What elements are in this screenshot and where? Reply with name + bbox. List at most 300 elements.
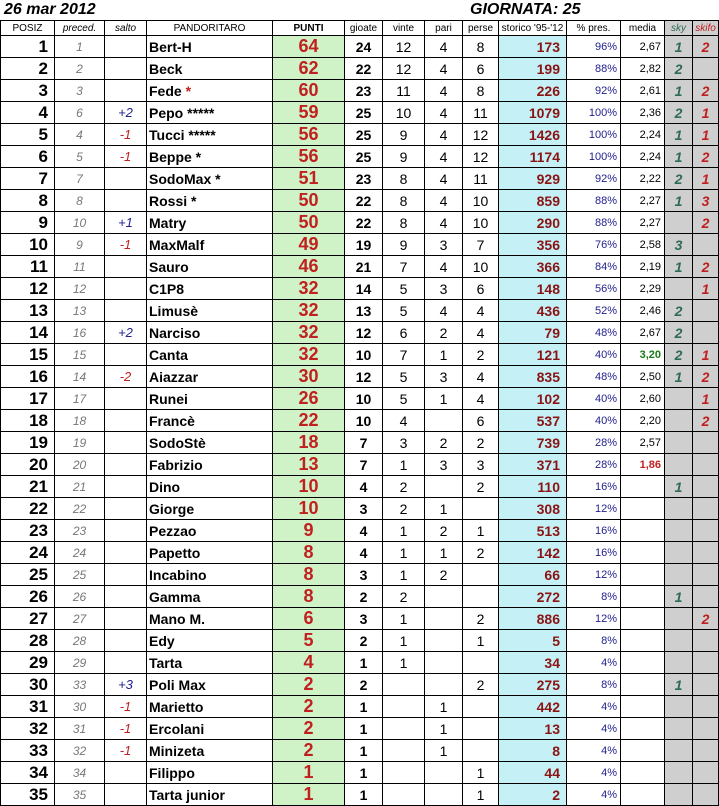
previous-position-cell: 25	[55, 564, 105, 586]
historic-points-cell: 148	[499, 278, 567, 300]
player-name: Minizeta	[149, 742, 205, 759]
sky-cell	[665, 212, 693, 234]
skifo-cell: 2	[693, 256, 719, 278]
lost-cell	[463, 652, 499, 674]
previous-position-cell: 14	[55, 366, 105, 388]
presence-percent-cell: 40%	[567, 388, 621, 410]
average-cell: 2,24	[621, 124, 665, 146]
played-cell: 13	[345, 300, 383, 322]
historic-points-cell: 44	[499, 762, 567, 784]
table-row	[1, 542, 719, 564]
won-cell: 1	[383, 542, 425, 564]
previous-position-cell: 5	[55, 146, 105, 168]
position-cell: 4	[1, 102, 55, 124]
position-cell: 35	[1, 784, 55, 806]
skifo-cell: 2	[693, 146, 719, 168]
lost-cell	[463, 696, 499, 718]
top-bar	[0, 0, 719, 20]
giornata-label: GIORNATA: 25	[470, 1, 581, 18]
historic-points-cell: 537	[499, 410, 567, 432]
previous-position-cell: 35	[55, 784, 105, 806]
position-cell: 10	[1, 234, 55, 256]
presence-percent-cell: 100%	[567, 146, 621, 168]
previous-position-cell: 13	[55, 300, 105, 322]
presence-percent-cell: 48%	[567, 322, 621, 344]
played-cell: 4	[345, 520, 383, 542]
skifo-cell: 3	[693, 190, 719, 212]
points-cell: 13	[273, 454, 345, 476]
presence-percent-cell: 28%	[567, 432, 621, 454]
played-cell: 25	[345, 102, 383, 124]
position-change-cell	[105, 652, 147, 674]
player-name: SodoMax *	[149, 170, 221, 187]
sky-cell: 1	[665, 80, 693, 102]
table-row	[1, 784, 719, 806]
presence-percent-cell: 88%	[567, 190, 621, 212]
table-row	[1, 58, 719, 80]
points-cell: 8	[273, 542, 345, 564]
position-cell: 27	[1, 608, 55, 630]
player-name: Gamma	[149, 588, 201, 605]
previous-position-cell: 27	[55, 608, 105, 630]
won-cell: 3	[383, 432, 425, 454]
played-cell: 25	[345, 124, 383, 146]
lost-cell: 2	[463, 608, 499, 630]
presence-percent-cell: 56%	[567, 278, 621, 300]
sky-cell	[665, 498, 693, 520]
previous-position-cell: 29	[55, 652, 105, 674]
position-cell: 11	[1, 256, 55, 278]
presence-percent-cell: 8%	[567, 630, 621, 652]
position-change-cell	[105, 432, 147, 454]
sky-cell: 2	[665, 168, 693, 190]
played-cell: 1	[345, 652, 383, 674]
table-row	[1, 608, 719, 630]
header-vinte: vinte	[383, 21, 425, 36]
skifo-cell	[693, 58, 719, 80]
skifo-cell: 2	[693, 410, 719, 432]
player-name-cell	[147, 366, 273, 388]
sky-cell: 2	[665, 58, 693, 80]
draw-cell: 4	[425, 300, 463, 322]
points-cell: 10	[273, 498, 345, 520]
lost-cell: 2	[463, 542, 499, 564]
player-name: Pezzao	[149, 522, 197, 539]
table-row	[1, 740, 719, 762]
sky-cell: 1	[665, 146, 693, 168]
sky-cell	[665, 718, 693, 740]
played-cell: 2	[345, 630, 383, 652]
points-cell: 30	[273, 366, 345, 388]
player-star-mark: *	[185, 82, 192, 99]
sky-cell	[665, 762, 693, 784]
lost-cell: 4	[463, 366, 499, 388]
previous-position-cell: 31	[55, 718, 105, 740]
player-name-cell	[147, 564, 273, 586]
historic-points-cell: 79	[499, 322, 567, 344]
skifo-cell: 2	[693, 212, 719, 234]
draw-cell: 4	[425, 146, 463, 168]
player-name-cell	[147, 696, 273, 718]
player-name-cell	[147, 80, 273, 102]
position-cell: 18	[1, 410, 55, 432]
presence-percent-cell: 4%	[567, 762, 621, 784]
draw-cell: 4	[425, 124, 463, 146]
player-name-cell	[147, 344, 273, 366]
skifo-cell: 2	[693, 366, 719, 388]
position-change-cell	[105, 608, 147, 630]
previous-position-cell: 32	[55, 740, 105, 762]
average-cell	[621, 520, 665, 542]
player-name: Beck	[149, 60, 183, 77]
played-cell: 24	[345, 36, 383, 58]
position-cell: 15	[1, 344, 55, 366]
player-name: SodoStè	[149, 434, 206, 451]
position-cell: 32	[1, 718, 55, 740]
player-name-cell	[147, 674, 273, 696]
points-cell: 2	[273, 674, 345, 696]
sky-cell	[665, 740, 693, 762]
draw-cell	[425, 784, 463, 806]
average-cell	[621, 608, 665, 630]
header-media: media	[621, 21, 665, 36]
played-cell: 10	[345, 344, 383, 366]
lost-cell: 2	[463, 344, 499, 366]
table-row	[1, 256, 719, 278]
player-name-cell	[147, 476, 273, 498]
lost-cell: 2	[463, 674, 499, 696]
skifo-cell: 2	[693, 80, 719, 102]
player-name-cell	[147, 608, 273, 630]
header-skifo: skifo	[693, 21, 719, 36]
sky-cell	[665, 564, 693, 586]
player-name-cell	[147, 234, 273, 256]
skifo-cell	[693, 564, 719, 586]
header-row	[1, 21, 719, 36]
average-cell: 2,19	[621, 256, 665, 278]
won-cell: 2	[383, 586, 425, 608]
historic-points-cell: 110	[499, 476, 567, 498]
player-name-cell	[147, 410, 273, 432]
player-name-cell	[147, 586, 273, 608]
won-cell: 4	[383, 410, 425, 432]
player-name-cell	[147, 542, 273, 564]
won-cell: 1	[383, 520, 425, 542]
draw-cell: 2	[425, 432, 463, 454]
player-name-cell	[147, 190, 273, 212]
player-name: Fede	[149, 82, 182, 99]
sky-cell	[665, 454, 693, 476]
skifo-cell: 1	[693, 278, 719, 300]
historic-points-cell: 199	[499, 58, 567, 80]
position-change-cell: +3	[105, 674, 147, 696]
presence-percent-cell: 12%	[567, 608, 621, 630]
draw-cell	[425, 652, 463, 674]
sky-cell	[665, 652, 693, 674]
position-change-cell	[105, 256, 147, 278]
skifo-cell: 1	[693, 168, 719, 190]
skifo-cell	[693, 696, 719, 718]
played-cell: 23	[345, 168, 383, 190]
player-name-cell	[147, 630, 273, 652]
played-cell: 2	[345, 674, 383, 696]
player-name: Pepo *****	[149, 104, 215, 121]
position-change-cell	[105, 542, 147, 564]
position-cell: 19	[1, 432, 55, 454]
skifo-cell	[693, 762, 719, 784]
position-change-cell	[105, 388, 147, 410]
player-name: Limusè	[149, 302, 199, 319]
position-cell: 21	[1, 476, 55, 498]
position-cell: 20	[1, 454, 55, 476]
average-cell: 2,58	[621, 234, 665, 256]
played-cell: 1	[345, 696, 383, 718]
position-change-cell	[105, 520, 147, 542]
presence-percent-cell: 52%	[567, 300, 621, 322]
player-name-cell	[147, 454, 273, 476]
lost-cell: 11	[463, 102, 499, 124]
draw-cell: 4	[425, 190, 463, 212]
sky-cell	[665, 542, 693, 564]
player-name-cell	[147, 498, 273, 520]
skifo-cell	[693, 322, 719, 344]
position-cell: 3	[1, 80, 55, 102]
won-cell: 10	[383, 102, 425, 124]
won-cell: 5	[383, 366, 425, 388]
player-name-cell	[147, 168, 273, 190]
position-change-cell	[105, 630, 147, 652]
draw-cell	[425, 762, 463, 784]
player-name: Rossi *	[149, 192, 197, 209]
won-cell: 1	[383, 564, 425, 586]
draw-cell: 4	[425, 256, 463, 278]
player-name-cell	[147, 740, 273, 762]
historic-points-cell: 13	[499, 718, 567, 740]
table-row	[1, 718, 719, 740]
previous-position-cell: 12	[55, 278, 105, 300]
sky-cell: 1	[665, 124, 693, 146]
points-cell: 8	[273, 564, 345, 586]
position-change-cell	[105, 168, 147, 190]
lost-cell: 10	[463, 212, 499, 234]
table-row	[1, 124, 719, 146]
lost-cell: 8	[463, 80, 499, 102]
average-cell	[621, 476, 665, 498]
player-name: Fabrizio	[149, 456, 203, 473]
position-change-cell	[105, 344, 147, 366]
player-name: Beppe *	[149, 148, 202, 165]
played-cell: 2	[345, 586, 383, 608]
points-cell: 56	[273, 124, 345, 146]
skifo-cell: 1	[693, 102, 719, 124]
average-cell: 1,86	[621, 454, 665, 476]
previous-position-cell: 16	[55, 322, 105, 344]
points-cell: 26	[273, 388, 345, 410]
table-row	[1, 366, 719, 388]
previous-position-cell: 28	[55, 630, 105, 652]
average-cell: 2,27	[621, 190, 665, 212]
previous-position-cell: 22	[55, 498, 105, 520]
position-change-cell: -1	[105, 124, 147, 146]
lost-cell	[463, 740, 499, 762]
draw-cell: 2	[425, 564, 463, 586]
table-row	[1, 102, 719, 124]
skifo-cell	[693, 300, 719, 322]
lost-cell: 6	[463, 58, 499, 80]
average-cell	[621, 498, 665, 520]
won-cell: 2	[383, 476, 425, 498]
draw-cell: 3	[425, 454, 463, 476]
won-cell: 5	[383, 388, 425, 410]
historic-points-cell: 308	[499, 498, 567, 520]
average-cell	[621, 652, 665, 674]
draw-cell: 4	[425, 168, 463, 190]
position-cell: 16	[1, 366, 55, 388]
lost-cell: 3	[463, 454, 499, 476]
presence-percent-cell: 12%	[567, 498, 621, 520]
player-name: Aiazzar	[149, 368, 199, 385]
historic-points-cell: 290	[499, 212, 567, 234]
points-cell: 56	[273, 146, 345, 168]
previous-position-cell: 10	[55, 212, 105, 234]
lost-cell	[463, 564, 499, 586]
won-cell: 2	[383, 498, 425, 520]
lost-cell: 11	[463, 168, 499, 190]
table-row	[1, 80, 719, 102]
won-cell	[383, 718, 425, 740]
historic-points-cell: 929	[499, 168, 567, 190]
player-name: Dino	[149, 478, 181, 495]
presence-percent-cell: 48%	[567, 366, 621, 388]
points-cell: 10	[273, 476, 345, 498]
position-change-cell	[105, 58, 147, 80]
average-cell: 2,60	[621, 388, 665, 410]
table-row	[1, 586, 719, 608]
position-cell: 7	[1, 168, 55, 190]
skifo-cell	[693, 476, 719, 498]
sky-cell	[665, 410, 693, 432]
previous-position-cell: 21	[55, 476, 105, 498]
played-cell: 25	[345, 146, 383, 168]
player-name: Giorge	[149, 500, 195, 517]
skifo-cell	[693, 652, 719, 674]
points-cell: 32	[273, 344, 345, 366]
won-cell: 9	[383, 124, 425, 146]
position-cell: 1	[1, 36, 55, 58]
played-cell: 3	[345, 498, 383, 520]
position-cell: 31	[1, 696, 55, 718]
lost-cell: 8	[463, 36, 499, 58]
header-storico: storico '95-'12	[499, 21, 567, 36]
points-cell: 22	[273, 410, 345, 432]
position-cell: 22	[1, 498, 55, 520]
position-cell: 23	[1, 520, 55, 542]
player-name-cell	[147, 300, 273, 322]
lost-cell: 1	[463, 762, 499, 784]
points-cell: 1	[273, 762, 345, 784]
historic-points-cell: 513	[499, 520, 567, 542]
sky-cell: 2	[665, 102, 693, 124]
player-name-cell	[147, 36, 273, 58]
historic-points-cell: 835	[499, 366, 567, 388]
position-change-cell	[105, 564, 147, 586]
table-row	[1, 300, 719, 322]
presence-percent-cell: 92%	[567, 168, 621, 190]
draw-cell: 3	[425, 234, 463, 256]
player-name-cell	[147, 146, 273, 168]
historic-points-cell: 142	[499, 542, 567, 564]
played-cell: 21	[345, 256, 383, 278]
position-change-cell: -1	[105, 234, 147, 256]
won-cell: 7	[383, 344, 425, 366]
skifo-cell	[693, 498, 719, 520]
previous-position-cell: 8	[55, 190, 105, 212]
sky-cell: 1	[665, 586, 693, 608]
lost-cell: 2	[463, 432, 499, 454]
sky-cell	[665, 784, 693, 806]
table-row	[1, 652, 719, 674]
average-cell	[621, 740, 665, 762]
points-cell: 2	[273, 696, 345, 718]
historic-points-cell: 436	[499, 300, 567, 322]
points-cell: 59	[273, 102, 345, 124]
position-change-cell	[105, 476, 147, 498]
played-cell: 4	[345, 542, 383, 564]
presence-percent-cell: 92%	[567, 80, 621, 102]
player-name: C1P8	[149, 280, 185, 297]
table-row	[1, 212, 719, 234]
player-name-cell	[147, 520, 273, 542]
header-punti: PUNTI	[273, 21, 345, 36]
average-cell	[621, 564, 665, 586]
position-change-cell: -1	[105, 718, 147, 740]
average-cell	[621, 630, 665, 652]
sky-cell	[665, 388, 693, 410]
table-row	[1, 388, 719, 410]
table-row	[1, 410, 719, 432]
table-row	[1, 762, 719, 784]
previous-position-cell: 1	[55, 36, 105, 58]
lost-cell: 4	[463, 388, 499, 410]
average-cell	[621, 542, 665, 564]
won-cell: 1	[383, 608, 425, 630]
standings-table	[0, 20, 719, 806]
position-cell: 2	[1, 58, 55, 80]
skifo-cell	[693, 630, 719, 652]
played-cell: 3	[345, 608, 383, 630]
lost-cell: 7	[463, 234, 499, 256]
presence-percent-cell: 8%	[567, 586, 621, 608]
presence-percent-cell: 8%	[567, 674, 621, 696]
table-row	[1, 168, 719, 190]
previous-position-cell: 24	[55, 542, 105, 564]
points-cell: 50	[273, 212, 345, 234]
table-row	[1, 278, 719, 300]
historic-points-cell: 173	[499, 36, 567, 58]
played-cell: 1	[345, 762, 383, 784]
historic-points-cell: 66	[499, 564, 567, 586]
historic-points-cell: 366	[499, 256, 567, 278]
player-name: Tarta	[149, 654, 183, 671]
played-cell: 7	[345, 454, 383, 476]
header-preced: preced.	[55, 21, 105, 36]
won-cell: 8	[383, 212, 425, 234]
player-name-cell	[147, 256, 273, 278]
presence-percent-cell: 28%	[567, 454, 621, 476]
table-row	[1, 190, 719, 212]
lost-cell: 10	[463, 256, 499, 278]
player-name: Papetto	[149, 544, 201, 561]
